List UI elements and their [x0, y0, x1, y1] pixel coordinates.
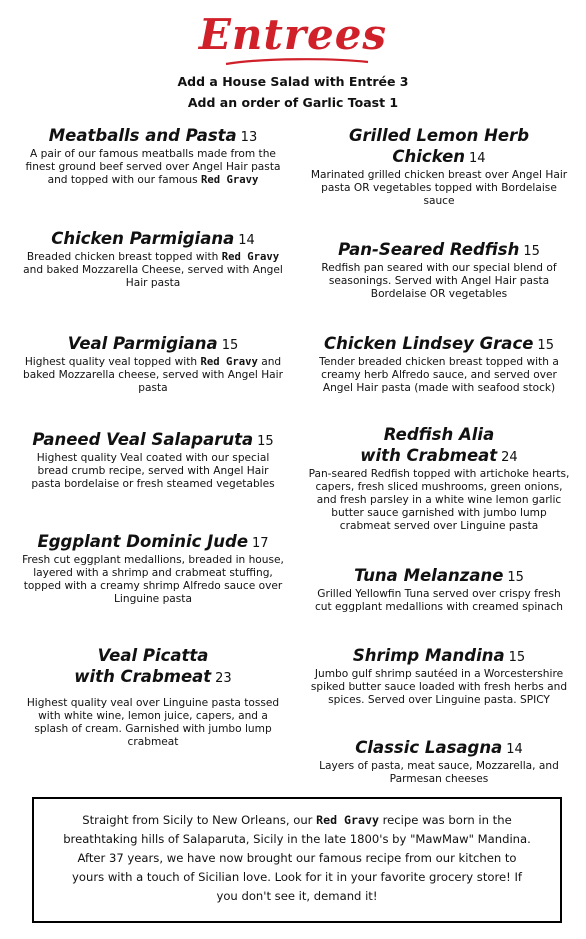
item-price: 15: [508, 650, 526, 665]
item-name: Tuna Melanzane: [354, 566, 504, 585]
item-name-line2: with Crabmeat: [74, 667, 212, 686]
item-name: Classic Lasagna: [355, 738, 503, 757]
item-description: Highest quality veal topped with Red Gravy and baked Mozzarella cheese, served with Angel Hair pasta: [23, 356, 283, 394]
menu-item-pan-seared-redfish: [308, 239, 570, 301]
title-underline-swash: [222, 56, 372, 70]
item-name: Shrimp Mandina: [352, 646, 505, 665]
item-price: 14: [238, 233, 255, 248]
menu-item-classic-lasagna: [308, 737, 570, 786]
menu-item-shrimp-mandina: [308, 645, 570, 707]
item-description: Highest quality Veal coated with our special bread crumb recipe, served with Angel Hair pasta bordelaise or fresh steamed vegetables: [31, 452, 275, 490]
item-name: Chicken Lindsey Grace: [324, 334, 534, 353]
addon-house-salad: Add a House Salad with Entrée 3: [177, 74, 409, 89]
item-price: 17: [252, 536, 269, 551]
menu-item-chicken-lindsey-grace: [308, 333, 570, 395]
item-name-line1: Grilled Lemon Herb: [348, 126, 530, 145]
item-name: Paneed Veal Salaparuta: [32, 430, 254, 449]
red-gravy-highlight: Red Gravy: [221, 251, 280, 263]
menu-item-grilled-lemon-herb-chicken: [308, 125, 570, 208]
item-name-line2: with Crabmeat: [360, 446, 498, 465]
item-description: Tender breaded chicken breast topped with a creamy herb Alfredo sauce, and served over Angel Hair pasta (made with seafood stock): [319, 356, 559, 394]
item-price: 15: [221, 338, 239, 353]
item-name: Chicken Parmigiana: [51, 229, 235, 248]
story-text-after: recipe was born in the breathtaking hills of Salaparuta, Sicily in the late 1800's by "MawMaw" Mandina. After 37 years, we have now brought our famous recipe from our kitchen to yours with a touch of Sicilian love. Look for it in your favorite grocery store! If you don't see it, demand it!: [63, 813, 531, 903]
item-description: Layers of pasta, meat sauce, Mozzarella, and Parmesan cheeses: [319, 760, 559, 785]
item-price: 15: [257, 434, 274, 449]
red-gravy-story-box: [32, 797, 562, 923]
menu-item-paneed-veal: [22, 429, 284, 491]
item-name: Meatballs and Pasta: [48, 126, 237, 145]
item-name: Pan-Seared Redfish: [338, 240, 520, 259]
item-price: 15: [537, 338, 554, 353]
item-price: 14: [469, 151, 486, 166]
item-name-line1: Redfish Alia: [383, 425, 495, 444]
item-description: Breaded chicken breast topped with Red Gravy and baked Mozzarella Cheese, served with Angel Hair pasta: [23, 251, 283, 289]
red-gravy-highlight: Red Gravy: [200, 174, 259, 186]
red-gravy-highlight: Red Gravy: [316, 813, 379, 827]
item-name: Eggplant Dominic Jude: [37, 532, 249, 551]
story-text-before: Straight from Sicily to New Orleans, our: [82, 813, 317, 827]
item-price: 13: [240, 130, 258, 145]
item-price: 24: [501, 450, 518, 465]
item-price: 15: [507, 570, 524, 585]
item-name-line1: Veal Picatta: [97, 646, 209, 665]
menu-item-eggplant-dominic-jude: [22, 531, 284, 606]
menu-item-meatballs: [22, 125, 284, 187]
menu-item-tuna-melanzane: [308, 565, 570, 614]
item-description: Fresh cut eggplant medallions, breaded in house, layered with a shrimp and crabmeat stuffing, topped with a creamy shrimp Alfredo sauce over Linguine pasta: [22, 554, 284, 605]
menu-item-veal-parmigiana: [22, 333, 284, 395]
red-gravy-highlight: Red Gravy: [200, 356, 258, 368]
item-name-line2: Chicken: [392, 147, 466, 166]
addon-garlic-toast: Add an order of Garlic Toast 1: [187, 95, 399, 110]
menu-item-chicken-parmigiana: [22, 228, 284, 290]
item-price: 14: [506, 742, 523, 757]
item-description: Highest quality veal over Linguine pasta tossed with white wine, lemon juice, capers, and a splash of cream. Garnished with jumbo lump crabmeat: [26, 697, 280, 748]
item-description: Marinated grilled chicken breast over Angel Hair pasta OR vegetables topped with Bordelaise sauce: [310, 169, 568, 207]
page-title: Entrees: [198, 10, 388, 59]
menu-header: [0, 6, 586, 72]
item-name: Veal Parmigiana: [67, 334, 218, 353]
item-description: Jumbo gulf shrimp sautéed in a Worcestershire spiked butter sauce loaded with fresh herbs and spices. Served over Linguine pasta. SPICY: [310, 668, 568, 706]
item-description: Grilled Yellowfin Tuna served over crispy fresh cut eggplant medallions with creamed spinach: [314, 588, 564, 613]
item-price: 15: [523, 244, 540, 259]
item-description: A pair of our famous meatballs made from the finest ground beef served over Angel Hair pasta and topped with our famous Red Gravy: [25, 148, 281, 186]
item-description: Redfish pan seared with our special blend of seasonings. Served with Angel Hair pasta Bordelaise OR vegetables: [321, 262, 557, 300]
item-description: Pan-seared Redfish topped with artichoke hearts, capers, fresh sliced mushrooms, green onions, and fresh parsley in a white wine lemon garlic butter sauce garnished with jumbo lump crabmeat served over Linguine pasta: [308, 468, 570, 532]
menu-item-redfish-alia: [308, 424, 570, 533]
item-price: 23: [215, 671, 232, 686]
menu-item-veal-picatta: [22, 645, 284, 749]
